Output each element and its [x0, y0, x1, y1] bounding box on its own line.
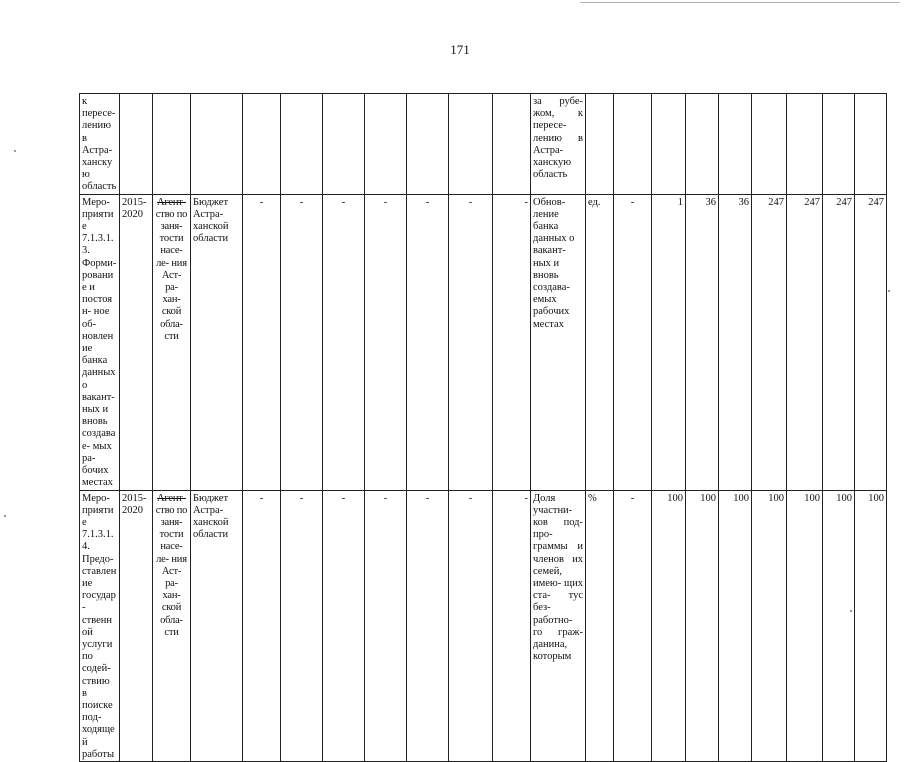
- unit-cell: ед.: [586, 194, 614, 490]
- funding-cell: -: [281, 194, 323, 490]
- funding-cell: [407, 94, 449, 195]
- funding-cell: -: [281, 490, 323, 761]
- funding-cell: -: [243, 194, 281, 490]
- executor-top: Агент-: [157, 492, 186, 504]
- table-row: [80, 194, 887, 490]
- value-cell: 100: [855, 490, 887, 761]
- scan-speck: [850, 610, 852, 612]
- indicator-cell: Обнов- ление банка данных о вакант- ных и вновь создава- емых рабочих местах: [531, 194, 586, 490]
- base-cell: [614, 94, 652, 195]
- value-cell: [752, 94, 787, 195]
- value-cell: 100: [752, 490, 787, 761]
- funding-cell: -: [365, 490, 407, 761]
- page-number: 171: [450, 42, 470, 57]
- funding-cell: [493, 94, 531, 195]
- indicator-cell: Доля участни- ков под- про- граммы и членов их семей, имею- щих ста- тус без- работно- го граж- данина, которым: [531, 490, 586, 761]
- funding-cell: -: [323, 490, 365, 761]
- value-cell: 100: [787, 490, 823, 761]
- value-cell: 36: [719, 194, 752, 490]
- source-cell: Бюджет Астра- ханской области: [191, 490, 243, 761]
- indicator-cell: за рубе- жом, к пересе- лению в Астра- ханскую область: [531, 94, 586, 195]
- value-cell: [652, 94, 686, 195]
- executor-top: Агент-: [157, 196, 186, 208]
- table-row: [80, 94, 887, 195]
- funding-cell: -: [365, 194, 407, 490]
- scan-speck: [14, 150, 16, 152]
- scan-speck: [888, 290, 890, 292]
- funding-cell: -: [407, 194, 449, 490]
- period-cell: [120, 94, 153, 195]
- value-cell: 1: [652, 194, 686, 490]
- value-cell: 100: [652, 490, 686, 761]
- program-table: [79, 93, 887, 762]
- period-cell: 2015- 2020: [120, 194, 153, 490]
- funding-cell: [243, 94, 281, 195]
- measure-cell: Меро- приятие 7.1.3.1.3. Форми- рование и постоян- ное об- новление банка данных о вакант- ных и вновь создавае- мых ра- бочих местах: [80, 194, 120, 490]
- funding-cell: -: [243, 490, 281, 761]
- base-cell: -: [614, 490, 652, 761]
- executor-rest: ство по заня- тости насе- ле- ния Аст- ра- хан- ской обла- сти: [155, 504, 188, 638]
- base-cell: -: [614, 194, 652, 490]
- period-cell: 2015- 2020: [120, 490, 153, 761]
- value-cell: [719, 94, 752, 195]
- value-cell: 247: [855, 194, 887, 490]
- value-cell: [855, 94, 887, 195]
- value-cell: 247: [787, 194, 823, 490]
- source-cell: Бюджет Астра- ханской области: [191, 194, 243, 490]
- source-cell: [191, 94, 243, 195]
- funding-cell: -: [407, 490, 449, 761]
- funding-cell: -: [493, 490, 531, 761]
- value-cell: 247: [752, 194, 787, 490]
- value-cell: [686, 94, 719, 195]
- table-row: [80, 490, 887, 761]
- executor-rest: ство по заня- тости насе- ле- ния Аст- ра- хан- ской обла- сти: [155, 208, 188, 342]
- unit-cell: %: [586, 490, 614, 761]
- measure-cell: Меро- приятие 7.1.3.1.4. Предо- ставление государ- ственной услуги по содей- ствию в поиске под- ходящей работы: [80, 490, 120, 761]
- executor-cell: [153, 194, 191, 490]
- funding-cell: [365, 94, 407, 195]
- funding-cell: [281, 94, 323, 195]
- funding-cell: [323, 94, 365, 195]
- funding-cell: [449, 94, 493, 195]
- funding-cell: -: [449, 490, 493, 761]
- scan-speck: [4, 515, 6, 517]
- executor-cell: [153, 490, 191, 761]
- value-cell: 36: [686, 194, 719, 490]
- unit-cell: [586, 94, 614, 195]
- value-cell: [787, 94, 823, 195]
- scan-artifact-line: [580, 2, 900, 3]
- value-cell: 100: [719, 490, 752, 761]
- funding-cell: -: [323, 194, 365, 490]
- value-cell: 100: [823, 490, 855, 761]
- value-cell: 247: [823, 194, 855, 490]
- measure-cell: к пересе- лению в Астра- ханскую область: [80, 94, 120, 195]
- value-cell: 100: [686, 490, 719, 761]
- value-cell: [823, 94, 855, 195]
- executor-cell: [153, 94, 191, 195]
- funding-cell: -: [449, 194, 493, 490]
- funding-cell: -: [493, 194, 531, 490]
